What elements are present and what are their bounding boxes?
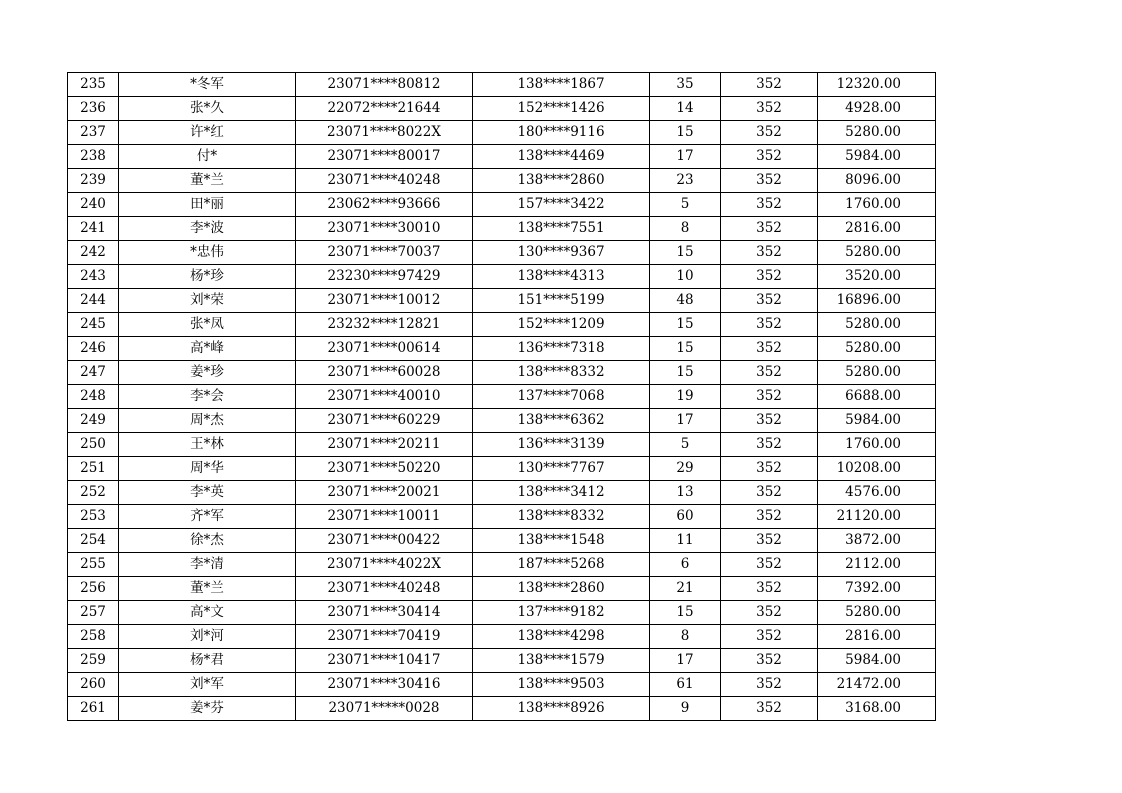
table-row bbox=[68, 529, 936, 553]
amount-cell: 8096.00 bbox=[818, 169, 936, 193]
row-number-cell: 260 bbox=[68, 673, 119, 697]
unit-price-cell: 352 bbox=[721, 73, 818, 97]
phone-cell: 138****7551 bbox=[473, 217, 650, 241]
table-row bbox=[68, 673, 936, 697]
unit-price-cell: 352 bbox=[721, 649, 818, 673]
unit-price-cell: 352 bbox=[721, 313, 818, 337]
phone-cell: 138****4313 bbox=[473, 265, 650, 289]
name-cell: 刘*河 bbox=[119, 625, 296, 649]
amount-cell: 5984.00 bbox=[818, 145, 936, 169]
amount-cell: 1760.00 bbox=[818, 193, 936, 217]
name-cell: 许*红 bbox=[119, 121, 296, 145]
unit-price-cell: 352 bbox=[721, 145, 818, 169]
name-cell: 刘*军 bbox=[119, 673, 296, 697]
table-row bbox=[68, 409, 936, 433]
row-number-cell: 243 bbox=[68, 265, 119, 289]
name-cell: 张*凤 bbox=[119, 313, 296, 337]
unit-price-cell: 352 bbox=[721, 673, 818, 697]
unit-price-cell: 352 bbox=[721, 385, 818, 409]
unit-price-cell: 352 bbox=[721, 361, 818, 385]
amount-cell: 3168.00 bbox=[818, 697, 936, 721]
amount-cell: 4928.00 bbox=[818, 97, 936, 121]
phone-cell: 136****3139 bbox=[473, 433, 650, 457]
name-cell: *忠伟 bbox=[119, 241, 296, 265]
unit-price-cell: 352 bbox=[721, 457, 818, 481]
name-cell: 李*波 bbox=[119, 217, 296, 241]
phone-cell: 138****8332 bbox=[473, 361, 650, 385]
id-number-cell: 23071****8022X bbox=[296, 121, 473, 145]
unit-price-cell: 352 bbox=[721, 481, 818, 505]
row-number-cell: 236 bbox=[68, 97, 119, 121]
table-row bbox=[68, 337, 936, 361]
row-number-cell: 249 bbox=[68, 409, 119, 433]
unit-price-cell: 352 bbox=[721, 601, 818, 625]
unit-price-cell: 352 bbox=[721, 121, 818, 145]
quantity-cell: 19 bbox=[650, 385, 721, 409]
table-row bbox=[68, 97, 936, 121]
table-row bbox=[68, 649, 936, 673]
table-row bbox=[68, 505, 936, 529]
phone-cell: 130****7767 bbox=[473, 457, 650, 481]
row-number-cell: 257 bbox=[68, 601, 119, 625]
id-number-cell: 23071****20021 bbox=[296, 481, 473, 505]
id-number-cell: 23071****80017 bbox=[296, 145, 473, 169]
phone-cell: 138****9503 bbox=[473, 673, 650, 697]
table-row bbox=[68, 265, 936, 289]
quantity-cell: 5 bbox=[650, 433, 721, 457]
unit-price-cell: 352 bbox=[721, 529, 818, 553]
name-cell: 田*丽 bbox=[119, 193, 296, 217]
quantity-cell: 6 bbox=[650, 553, 721, 577]
amount-cell: 21120.00 bbox=[818, 505, 936, 529]
phone-cell: 138****1867 bbox=[473, 73, 650, 97]
row-number-cell: 240 bbox=[68, 193, 119, 217]
id-number-cell: 23071****00614 bbox=[296, 337, 473, 361]
quantity-cell: 15 bbox=[650, 361, 721, 385]
amount-cell: 5280.00 bbox=[818, 337, 936, 361]
unit-price-cell: 352 bbox=[721, 289, 818, 313]
amount-cell: 6688.00 bbox=[818, 385, 936, 409]
name-cell: 周*华 bbox=[119, 457, 296, 481]
id-number-cell: 23062****93666 bbox=[296, 193, 473, 217]
name-cell: 姜*珍 bbox=[119, 361, 296, 385]
quantity-cell: 17 bbox=[650, 409, 721, 433]
quantity-cell: 48 bbox=[650, 289, 721, 313]
id-number-cell: 23071****00422 bbox=[296, 529, 473, 553]
quantity-cell: 9 bbox=[650, 697, 721, 721]
id-number-cell: 23071****30416 bbox=[296, 673, 473, 697]
phone-cell: 138****8926 bbox=[473, 697, 650, 721]
phone-cell: 138****6362 bbox=[473, 409, 650, 433]
id-number-cell: 23071****10417 bbox=[296, 649, 473, 673]
amount-cell: 1760.00 bbox=[818, 433, 936, 457]
unit-price-cell: 352 bbox=[721, 97, 818, 121]
unit-price-cell: 352 bbox=[721, 697, 818, 721]
row-number-cell: 241 bbox=[68, 217, 119, 241]
unit-price-cell: 352 bbox=[721, 337, 818, 361]
name-cell: *冬军 bbox=[119, 73, 296, 97]
row-number-cell: 252 bbox=[68, 481, 119, 505]
table-row bbox=[68, 433, 936, 457]
id-number-cell: 23071****70419 bbox=[296, 625, 473, 649]
row-number-cell: 245 bbox=[68, 313, 119, 337]
table-row bbox=[68, 121, 936, 145]
quantity-cell: 60 bbox=[650, 505, 721, 529]
table-row bbox=[68, 385, 936, 409]
amount-cell: 5280.00 bbox=[818, 241, 936, 265]
table-row bbox=[68, 217, 936, 241]
quantity-cell: 21 bbox=[650, 577, 721, 601]
quantity-cell: 15 bbox=[650, 121, 721, 145]
phone-cell: 138****2860 bbox=[473, 169, 650, 193]
id-number-cell: 23232****12821 bbox=[296, 313, 473, 337]
id-number-cell: 23071****40010 bbox=[296, 385, 473, 409]
row-number-cell: 235 bbox=[68, 73, 119, 97]
amount-cell: 5280.00 bbox=[818, 601, 936, 625]
quantity-cell: 11 bbox=[650, 529, 721, 553]
row-number-cell: 250 bbox=[68, 433, 119, 457]
row-number-cell: 251 bbox=[68, 457, 119, 481]
phone-cell: 151****5199 bbox=[473, 289, 650, 313]
row-number-cell: 253 bbox=[68, 505, 119, 529]
quantity-cell: 13 bbox=[650, 481, 721, 505]
table-row bbox=[68, 241, 936, 265]
data-table bbox=[67, 72, 936, 721]
table-body bbox=[68, 73, 936, 721]
phone-cell: 130****9367 bbox=[473, 241, 650, 265]
phone-cell: 138****3412 bbox=[473, 481, 650, 505]
id-number-cell: 23230****97429 bbox=[296, 265, 473, 289]
unit-price-cell: 352 bbox=[721, 241, 818, 265]
name-cell: 董*兰 bbox=[119, 169, 296, 193]
row-number-cell: 237 bbox=[68, 121, 119, 145]
table-row bbox=[68, 481, 936, 505]
name-cell: 周*杰 bbox=[119, 409, 296, 433]
table-row bbox=[68, 169, 936, 193]
row-number-cell: 259 bbox=[68, 649, 119, 673]
row-number-cell: 255 bbox=[68, 553, 119, 577]
row-number-cell: 248 bbox=[68, 385, 119, 409]
quantity-cell: 17 bbox=[650, 649, 721, 673]
phone-cell: 180****9116 bbox=[473, 121, 650, 145]
amount-cell: 4576.00 bbox=[818, 481, 936, 505]
quantity-cell: 23 bbox=[650, 169, 721, 193]
id-number-cell: 23071*****0028 bbox=[296, 697, 473, 721]
unit-price-cell: 352 bbox=[721, 625, 818, 649]
unit-price-cell: 352 bbox=[721, 505, 818, 529]
unit-price-cell: 352 bbox=[721, 433, 818, 457]
phone-cell: 138****2860 bbox=[473, 577, 650, 601]
amount-cell: 16896.00 bbox=[818, 289, 936, 313]
name-cell: 杨*君 bbox=[119, 649, 296, 673]
phone-cell: 137****9182 bbox=[473, 601, 650, 625]
amount-cell: 21472.00 bbox=[818, 673, 936, 697]
id-number-cell: 23071****30414 bbox=[296, 601, 473, 625]
quantity-cell: 15 bbox=[650, 337, 721, 361]
row-number-cell: 256 bbox=[68, 577, 119, 601]
id-number-cell: 23071****20211 bbox=[296, 433, 473, 457]
name-cell: 李*会 bbox=[119, 385, 296, 409]
id-number-cell: 23071****60229 bbox=[296, 409, 473, 433]
quantity-cell: 15 bbox=[650, 313, 721, 337]
unit-price-cell: 352 bbox=[721, 217, 818, 241]
table-row bbox=[68, 361, 936, 385]
amount-cell: 10208.00 bbox=[818, 457, 936, 481]
name-cell: 董*兰 bbox=[119, 577, 296, 601]
table-row bbox=[68, 625, 936, 649]
name-cell: 李*清 bbox=[119, 553, 296, 577]
row-number-cell: 258 bbox=[68, 625, 119, 649]
name-cell: 高*峰 bbox=[119, 337, 296, 361]
phone-cell: 152****1209 bbox=[473, 313, 650, 337]
row-number-cell: 238 bbox=[68, 145, 119, 169]
row-number-cell: 244 bbox=[68, 289, 119, 313]
name-cell: 徐*杰 bbox=[119, 529, 296, 553]
table-row bbox=[68, 313, 936, 337]
id-number-cell: 22072****21644 bbox=[296, 97, 473, 121]
id-number-cell: 23071****40248 bbox=[296, 169, 473, 193]
table-row bbox=[68, 697, 936, 721]
table-row bbox=[68, 577, 936, 601]
table-row bbox=[68, 553, 936, 577]
id-number-cell: 23071****60028 bbox=[296, 361, 473, 385]
row-number-cell: 242 bbox=[68, 241, 119, 265]
phone-cell: 136****7318 bbox=[473, 337, 650, 361]
id-number-cell: 23071****40248 bbox=[296, 577, 473, 601]
id-number-cell: 23071****4022X bbox=[296, 553, 473, 577]
phone-cell: 138****1579 bbox=[473, 649, 650, 673]
quantity-cell: 17 bbox=[650, 145, 721, 169]
name-cell: 王*林 bbox=[119, 433, 296, 457]
phone-cell: 152****1426 bbox=[473, 97, 650, 121]
table-row bbox=[68, 193, 936, 217]
unit-price-cell: 352 bbox=[721, 193, 818, 217]
row-number-cell: 239 bbox=[68, 169, 119, 193]
amount-cell: 5280.00 bbox=[818, 313, 936, 337]
unit-price-cell: 352 bbox=[721, 265, 818, 289]
quantity-cell: 10 bbox=[650, 265, 721, 289]
name-cell: 付* bbox=[119, 145, 296, 169]
quantity-cell: 5 bbox=[650, 193, 721, 217]
id-number-cell: 23071****80812 bbox=[296, 73, 473, 97]
amount-cell: 3872.00 bbox=[818, 529, 936, 553]
amount-cell: 12320.00 bbox=[818, 73, 936, 97]
row-number-cell: 246 bbox=[68, 337, 119, 361]
amount-cell: 5984.00 bbox=[818, 649, 936, 673]
row-number-cell: 254 bbox=[68, 529, 119, 553]
quantity-cell: 15 bbox=[650, 241, 721, 265]
phone-cell: 138****1548 bbox=[473, 529, 650, 553]
quantity-cell: 8 bbox=[650, 217, 721, 241]
phone-cell: 138****8332 bbox=[473, 505, 650, 529]
phone-cell: 138****4469 bbox=[473, 145, 650, 169]
quantity-cell: 29 bbox=[650, 457, 721, 481]
quantity-cell: 61 bbox=[650, 673, 721, 697]
table-row bbox=[68, 145, 936, 169]
table-row bbox=[68, 289, 936, 313]
amount-cell: 2112.00 bbox=[818, 553, 936, 577]
phone-cell: 187****5268 bbox=[473, 553, 650, 577]
amount-cell: 2816.00 bbox=[818, 217, 936, 241]
amount-cell: 5280.00 bbox=[818, 121, 936, 145]
amount-cell: 7392.00 bbox=[818, 577, 936, 601]
row-number-cell: 247 bbox=[68, 361, 119, 385]
unit-price-cell: 352 bbox=[721, 577, 818, 601]
amount-cell: 3520.00 bbox=[818, 265, 936, 289]
id-number-cell: 23071****30010 bbox=[296, 217, 473, 241]
name-cell: 张*久 bbox=[119, 97, 296, 121]
table-row bbox=[68, 73, 936, 97]
amount-cell: 5984.00 bbox=[818, 409, 936, 433]
id-number-cell: 23071****10011 bbox=[296, 505, 473, 529]
amount-cell: 5280.00 bbox=[818, 361, 936, 385]
quantity-cell: 35 bbox=[650, 73, 721, 97]
phone-cell: 138****4298 bbox=[473, 625, 650, 649]
name-cell: 刘*荣 bbox=[119, 289, 296, 313]
id-number-cell: 23071****50220 bbox=[296, 457, 473, 481]
table-row bbox=[68, 601, 936, 625]
table-row bbox=[68, 457, 936, 481]
name-cell: 杨*珍 bbox=[119, 265, 296, 289]
name-cell: 高*文 bbox=[119, 601, 296, 625]
name-cell: 齐*军 bbox=[119, 505, 296, 529]
unit-price-cell: 352 bbox=[721, 409, 818, 433]
row-number-cell: 261 bbox=[68, 697, 119, 721]
unit-price-cell: 352 bbox=[721, 169, 818, 193]
amount-cell: 2816.00 bbox=[818, 625, 936, 649]
phone-cell: 157****3422 bbox=[473, 193, 650, 217]
name-cell: 李*英 bbox=[119, 481, 296, 505]
name-cell: 姜*芬 bbox=[119, 697, 296, 721]
quantity-cell: 8 bbox=[650, 625, 721, 649]
quantity-cell: 15 bbox=[650, 601, 721, 625]
id-number-cell: 23071****10012 bbox=[296, 289, 473, 313]
id-number-cell: 23071****70037 bbox=[296, 241, 473, 265]
unit-price-cell: 352 bbox=[721, 553, 818, 577]
quantity-cell: 14 bbox=[650, 97, 721, 121]
phone-cell: 137****7068 bbox=[473, 385, 650, 409]
